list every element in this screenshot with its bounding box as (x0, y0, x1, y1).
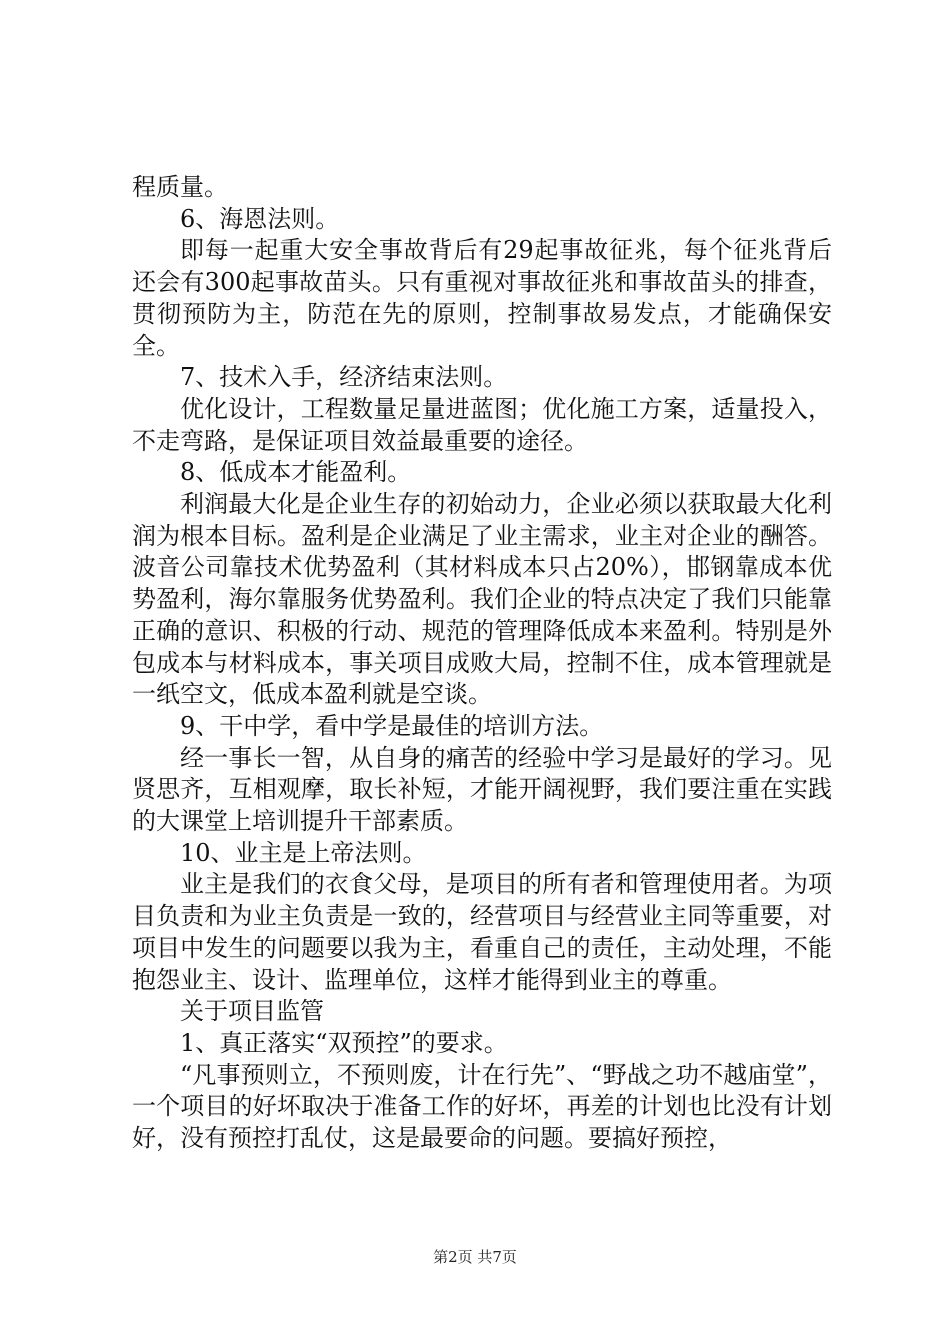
heading-owner-rule: 10、业主是上帝法则。 (180, 838, 427, 867)
heading-low-cost-rule: 8、低成本才能盈利。 (180, 458, 412, 487)
paragraph: 业主是我们的衣食父母，是项目的所有者和管理使用者。为项目负责和为业主负责是一致的，经营项目与经营业主同等重要，对项目中发生的问题要以我为主，看重自己的责任，主动处理，不能抱怨业主、设计、监理单位，这样才能得到业主的尊重。 (132, 870, 832, 994)
heading-training-rule: 9、干中学，看中学是最佳的培训方法。 (180, 711, 604, 740)
paragraph: 程质量。 (132, 173, 228, 201)
heading-technology-rule: 7、技术入手，经济结束法则。 (180, 363, 508, 392)
heading-dual-control: 1、真正落实“双预控”的要求。 (180, 1028, 508, 1057)
paragraph: 经一事长一智，从自身的痛苦的经验中学习是最好的学习。见贤思齐，互相观摩，取长补短，才能开阔视野，我们要注重在实践的大课堂上培训提升干部素质。 (132, 743, 832, 836)
section-heading: 关于项目监管 (180, 997, 324, 1026)
paragraph: 优化设计，工程数量足量进蓝图；优化施工方案，适量投入，不走弯路，是保证项目效益最重要的途径。 (132, 394, 832, 455)
paragraph: 利润最大化是企业生存的初始动力，企业必须以获取最大化利润为根本目标。盈利是企业满足了业主需求，业主对企业的酬答。波音公司靠技术优势盈利（其材料成本只占20%），邯钢靠成本优势盈利，海尔靠服务优势盈利。我们企业的特点决定了我们只能靠正确的意识、积极的行动、规范的管理降低成本来盈利。特别是外包成本与材料成本，事关项目成败大局，控制不住，成本管理就是一纸空文，低成本盈利就是空谈。 (132, 490, 832, 709)
paragraph: “凡事预则立，不预则废，计在行先”、“野战之功不越庙堂”，一个项目的好坏取决于准备工作的好坏，再差的计划也比没有计划好，没有预控打乱仗，这是最要命的问题。要搞好预控， (132, 1060, 832, 1153)
heading-haien-rule: 6、海恩法则。 (180, 204, 340, 233)
paragraph: 即每一起重大安全事故背后有29起事故征兆，每个征兆背后还会有300起事故苗头。只有重视对事故征兆和事故苗头的排查，贯彻预防为主，防范在先的原则，控制事故易发点，才能确保安全。 (132, 236, 832, 360)
document-body (132, 172, 832, 1155)
page-number: 第2页 共7页 (433, 1248, 517, 1266)
